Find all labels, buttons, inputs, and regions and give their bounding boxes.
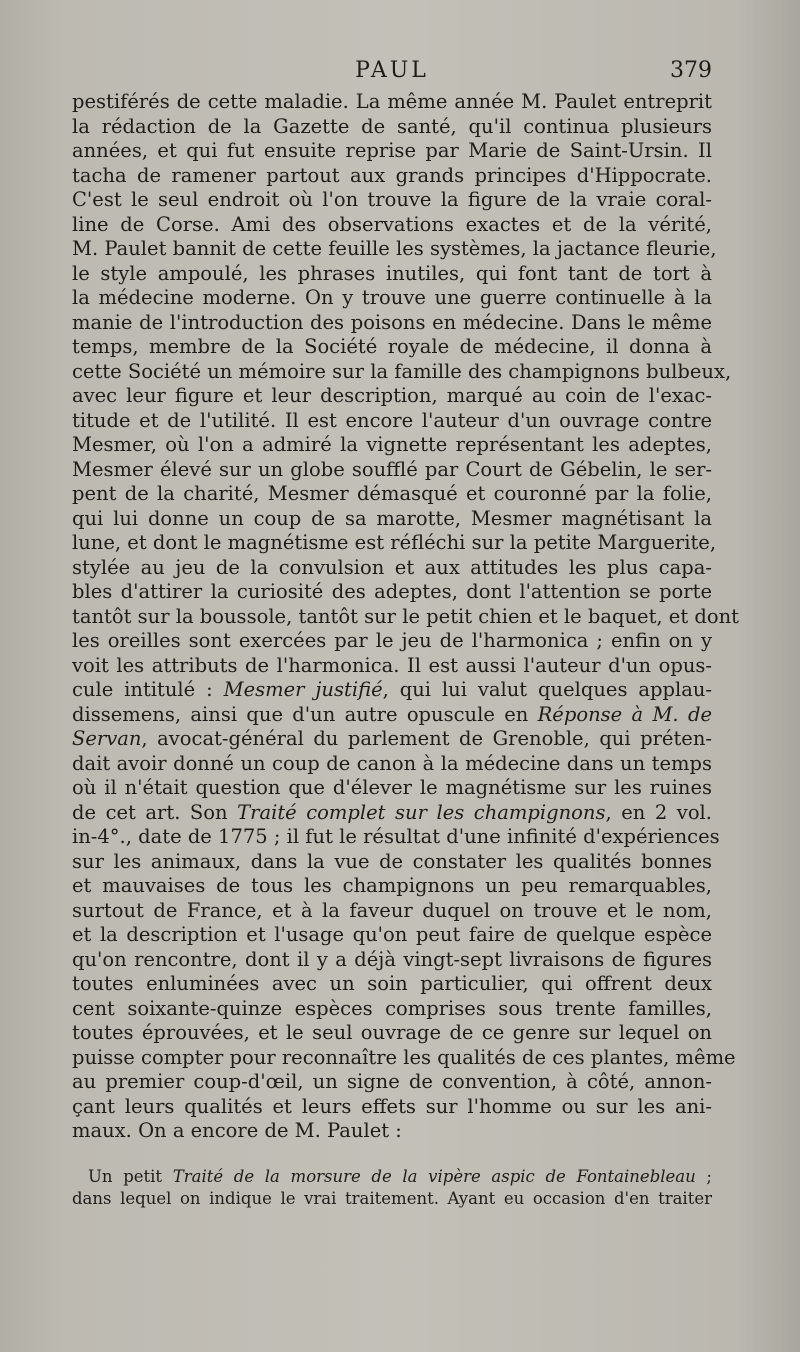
text-run: Un petit — [88, 1167, 173, 1186]
text-line: sur les animaux, dans la vue de constater les qualités bonnes — [72, 849, 712, 873]
text-line: C'est le seul endroit où l'on trouve la figure de la vraie coral- — [72, 188, 712, 211]
text-line — [72, 727, 712, 752]
text-line: et la description et l'usage qu'on peut faire de quelque espèce — [72, 923, 712, 946]
title-servan: Servan — [72, 727, 142, 750]
text-line: M. Paulet bannit de cette feuille les systèmes, la jactance fleurie, — [72, 237, 717, 260]
text-line — [72, 678, 712, 703]
text-line: toutes enluminées avec un soin particulier, qui offrent deux — [72, 972, 712, 995]
text-line: et mauvaises de tous les champignons un peu remarquables, — [72, 874, 712, 897]
text-line: la médecine moderne. On y trouve une guerre continuelle à la — [72, 286, 712, 309]
page-header — [72, 58, 712, 92]
text-line: cent soixante-quinze espèces comprises sous trente familles, — [72, 996, 712, 1020]
text-line: in-4°., date de 1775 ; il fut le résultat d'une infinité d'expériences — [72, 825, 720, 848]
text-line: tantôt sur la boussole, tantôt sur le petit chien et le baquet, et dont — [72, 604, 739, 628]
text-line: qui lui donne un coup de sa marotte, Mesmer magnétisant la — [72, 506, 712, 530]
text-run: dissemens, ainsi que d'un autre opuscule en — [72, 702, 538, 726]
text-line: çant leurs qualités et leurs effets sur l'homme ou sur les ani- — [72, 1094, 712, 1118]
text-line: pent de la charité, Mesmer démasqué et couronné par la folie, — [72, 482, 712, 505]
text-run: , qui lui valut quelques applau- — [382, 678, 712, 701]
title-mesmer-justifie: Mesmer justifié — [223, 678, 383, 701]
text-line: au premier coup-d'œil, un signe de convention, à côté, annon- — [72, 1070, 712, 1093]
text-line: années, et qui fut ensuite reprise par Marie de Saint-Ursin. Il — [72, 139, 712, 162]
text-line: cette Société un mémoire sur la famille des champignons bulbeux, — [72, 359, 732, 383]
text-line: voit les attributs de l'harmonica. Il est aussi l'auteur d'un opus- — [72, 653, 712, 677]
text-line: pestiférés de cette maladie. La même année M. Paulet entreprit — [72, 90, 712, 113]
text-run: de cet art. Son — [72, 800, 238, 824]
text-line: dait avoir donné un coup de canon à la médecine dans un temps — [72, 751, 712, 775]
text-line: lune, et dont le magnétisme est réfléchi sur la petite Marguerite, — [72, 531, 717, 554]
text-line: Mesmer, où l'on a admiré la vignette représentant les adeptes, — [72, 433, 712, 456]
text-line — [72, 801, 712, 826]
main-paragraph — [72, 90, 739, 1144]
text-line: bles d'attirer la curiosité des adeptes, dont l'attention se porte — [72, 580, 712, 603]
text-line: la rédaction de la Gazette de santé, qu'il continua plusieurs — [72, 114, 712, 138]
text-run: , avocat-général du parlement de Grenoble, qui préten- — [141, 727, 712, 750]
text-line: temps, membre de la Société royale de médecine, il donna à — [72, 335, 712, 358]
text-line: qu'on rencontre, dont il y a déjà vingt-sept livraisons de figures — [72, 947, 712, 971]
text-line: line de Corse. Ami des observations exactes et de la vérité, — [72, 212, 712, 236]
title-traite-champignons: Traité complet sur les champignons — [237, 800, 606, 824]
text-line: toutes éprouvées, et le seul ouvrage de ce genre sur lequel on — [72, 1021, 712, 1044]
text-line — [72, 703, 712, 728]
footnote-line: dans lequel on indique le vrai traitement. Ayant eu occasion d'en traiter — [72, 1189, 712, 1208]
text-line: tacha de ramener partout aux grands principes d'Hippocrate. — [72, 163, 712, 187]
text-line: Mesmer élevé sur un globe soufflé par Court de Gébelin, le ser- — [72, 457, 712, 481]
text-run: ; — [695, 1167, 712, 1186]
text-line: le style ampoulé, les phrases inutiles, qui font tant de tort à — [72, 261, 712, 285]
text-line: avec leur figure et leur description, marqué au coin de l'exac- — [72, 384, 712, 407]
text-run: , en 2 vol. — [605, 800, 712, 824]
footnote — [72, 1166, 712, 1210]
text-run: cule intitulé : — [72, 678, 224, 701]
text-line: maux. On a encore de M. Paulet : — [72, 1119, 402, 1142]
text-line: les oreilles sont exercées par le jeu de l'harmonica ; enfin on y — [72, 629, 712, 652]
footnote-line — [72, 1166, 712, 1188]
text-line: manie de l'introduction des poisons en médecine. Dans le même — [72, 310, 712, 334]
title-reponse: Réponse à M. de — [537, 702, 712, 726]
page-number: 379 — [670, 58, 712, 83]
text-line: stylée au jeu de la convulsion et aux attitudes les plus capa- — [72, 555, 712, 579]
running-head: PAUL — [355, 58, 429, 83]
title-traite-vipere: Traité de la morsure de la vipère aspic de Fontainebleau — [172, 1167, 696, 1186]
text-line: puisse compter pour reconnaître les qualités de ces plantes, même — [72, 1045, 736, 1069]
text-line: où il n'était question que d'élever le magnétisme sur les ruines — [72, 776, 712, 799]
text-line: titude et de l'utilité. Il est encore l'auteur d'un ouvrage contre — [72, 408, 712, 432]
text-line: surtout de France, et à la faveur duquel on trouve et le nom, — [72, 898, 712, 922]
